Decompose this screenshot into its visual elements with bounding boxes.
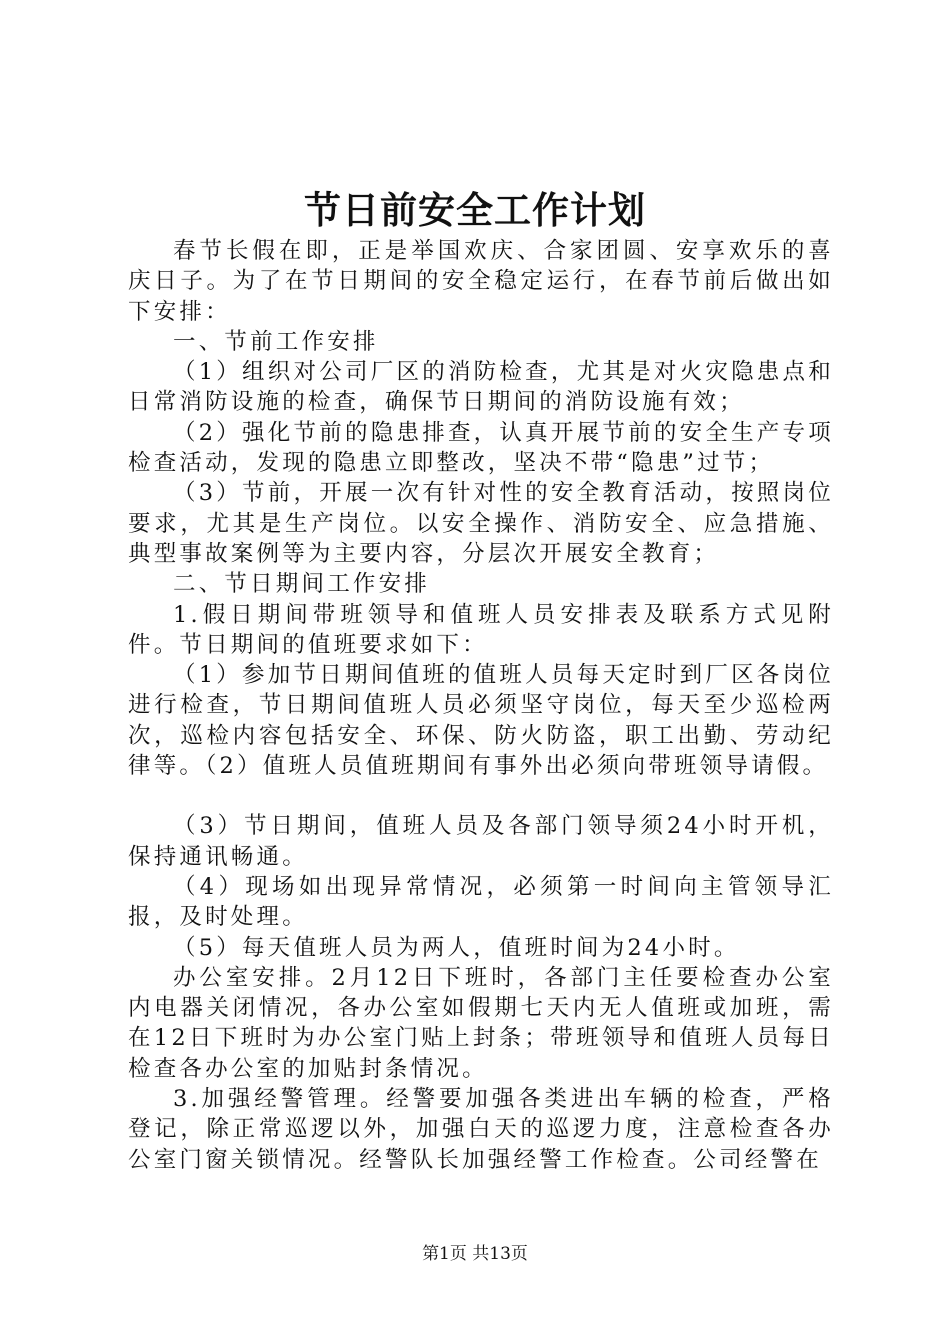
paragraph-duty-5: （5）每天值班人员为两人，值班时间为24小时。 — [173, 934, 740, 961]
paragraph-item-3: （3）节前，开展一次有针对性的安全教育活动，按照岗位要求，尤其是生产岗位。以安全操作、消防安全、应急措施、典型事故案例等为主要内容，分层次开展安全教育； — [128, 480, 834, 567]
page-footer: 第1页 共13页 — [422, 1244, 528, 1264]
paragraph-duty-1-2: （1）参加节日期间值班的值班人员每天定时到厂区各岗位进行检查，节日期间值班人员必须坚守岗位，每天至少巡检两次，巡检内容包括安全、环保、防火防盗，职工出勤、劳动纪律等。（2）值班人员值班期间有事外出必须向带班领导请假。 — [128, 662, 834, 780]
section-heading-1: 一、节前工作安排 — [173, 328, 379, 355]
paragraph-intro: 春节长假在即，正是举国欢庆、合家团圆、安享欢乐的喜庆日子。为了在节日期间的安全稳定运行，在春节前后做出如下安排： — [128, 238, 834, 325]
paragraph-office: 办公室安排。2月12日下班时，各部门主任要检查办公室内电器关闭情况，各办公室如假期七天内无人值班或加班，需在12日下班时为办公室门贴上封条；带班领导和值班人员每日检查各办公室的加贴封条情况。 — [128, 964, 834, 1082]
paragraph-duty-4: （4）现场如出现异常情况，必须第一时间向主管领导汇报，及时处理。 — [128, 873, 834, 931]
document-body — [128, 236, 834, 1175]
paragraph-security: 3.加强经警管理。经警要加强各类进出车辆的检查，严格登记，除正常巡逻以外，加强白天的巡逻力度，注意检查各办公室门窗关锁情况。经警队长加强经警工作检查。公司经警在 — [128, 1086, 834, 1173]
paragraph-item-2: （2）强化节前的隐患排查，认真开展节前的安全生产专项检查活动，发现的隐患立即整改，坚决不带“隐患”过节； — [128, 419, 834, 477]
paragraph-item-1: （1）组织对公司厂区的消防检查，尤其是对火灾隐患点和日常消防设施的检查，确保节日期间的消防设施有效； — [128, 359, 834, 416]
paragraph-duty-3: （3）节日期间，值班人员及各部门领导须24小时开机，保持通讯畅通。 — [128, 813, 834, 870]
document-title: 节日前安全工作计划 — [304, 188, 646, 232]
section-heading-2: 二、节日期间工作安排 — [173, 571, 431, 598]
paragraph-duty-roster: 1.假日期间带班领导和值班人员安排表及联系方式见附件。节日期间的值班要求如下： — [128, 601, 834, 658]
